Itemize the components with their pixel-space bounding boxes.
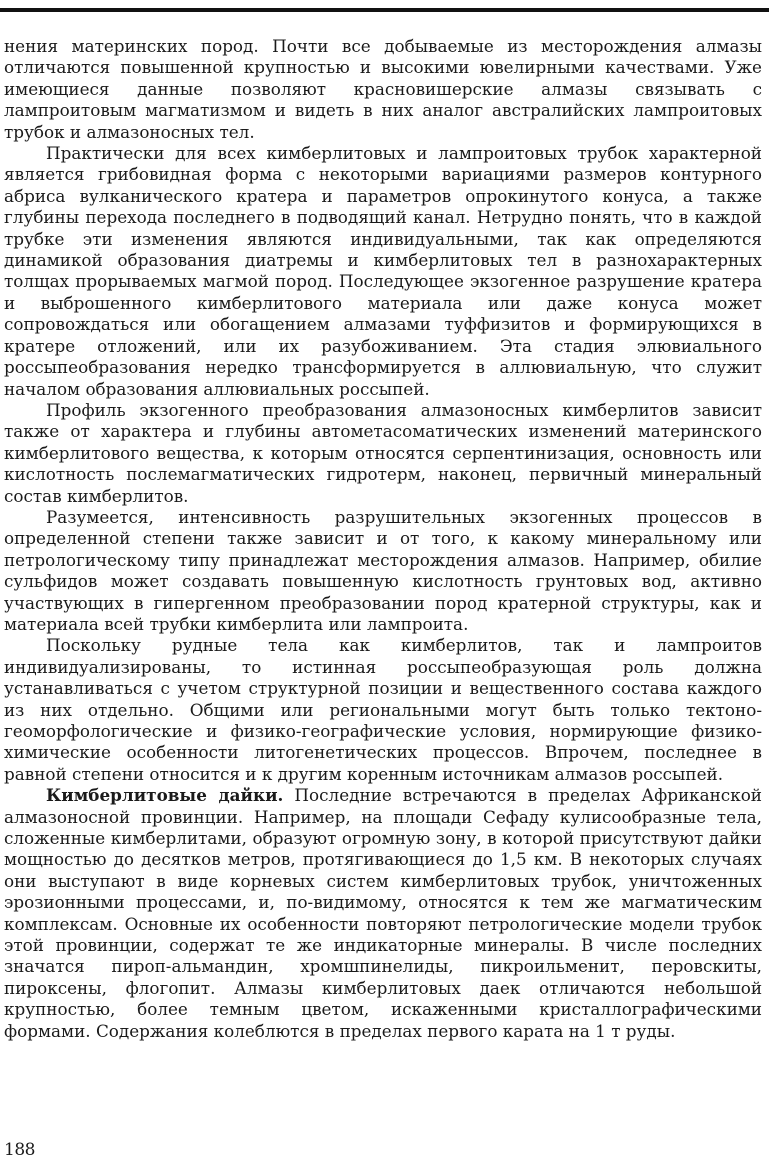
paragraph-pipe-shape: Практически для всех кимберлитовых и лампроитовых трубок характерной является грибовидная форма с некоторыми вариациями размеров контурного абриса вулканического кратера и параметров опрокинутого конуса, а также глубины перехода последнего в подводящий канал. Нетрудно понять, что в каждой трубке эти изменения являются индивидуальными, так как определяются динамикой образования диатремы и кимберлитовых тел в разнохарактерных толщах прорываемых магмой пород. Последующее экзогенное разрушение кратера и выброшенного кимберлитового материала или даже конуса может сопровождаться или обогащением алмазами туффизитов и формирующихся в кратере отложений, или их разубоживанием. Эта стадия элювиального россыпеобразования нередко трансформируется в аллювиальную, что служит началом образования аллювиальных россыпей. [4, 143, 762, 399]
paragraph-kimberlite-dikes [4, 785, 762, 1042]
paragraph-exogenous-profile: Профиль экзогенного преобразования алмазоносных кимберлитов зависит также от характера и глубины автометасоматических изменений материнского кимберлитового вещества, к которым относятся серпентинизация, основность или кислотность послемагматических гидротерм, наконец, первичный минеральный состав кимберлитов. [4, 399, 762, 506]
top-rule [0, 8, 769, 12]
paragraph-continuation: нения материнских пород. Почти все добываемые из месторождения алмазы отличаются повышенной крупностью и высокими ювелирными качествами. Уже имеющиеся данные позволяют красновишерские алмазы связывать с лампроитовым магматизмом и видеть в них аналог австралийских лампроитовых трубок и алмазоносных тел. [4, 36, 762, 142]
page-number: 188 [4, 1140, 35, 1160]
body-text [4, 36, 762, 1042]
section-heading: Кимберлитовые дайки. [46, 785, 284, 806]
paragraph-dikes-text: Последние встречаются в пределах Африканской алмазоносной провинции. Например, на площади Сефаду кулисообразные тела, сложенные кимберлитами, образуют огромную зону, в которой присутствуют дайки мощностью до десятков метров, протягивающиеся до 1,5 км. В некоторых случаях они выступают в виде корневых систем кимберлитовых трубок, уничтоженных эрозионными процессами, и, по-видимому, относятся к тем же магматическим комплексам. Основные их особенности повторяют петрологические модели трубок этой провинции, содержат те же индикаторные минералы. В числе последних значатся пироп-альмандин, хромшпинелиды, пикроильменит, перовскиты, пироксены, флогопит. Алмазы кимберлитовых даек отличаются небольшой крупностью, более темным цветом, искаженными кристаллографическими формами. Содержания колеблются в пределах первого карата на 1 т руды. [4, 785, 762, 1041]
paragraph-ore-bodies: Поскольку рудные тела как кимберлитов, так и лампроитов индивидуализированы, то истинная россыпеобразующая роль должна устанавливаться с учетом структурной позиции и вещественного состава каждого из них отдельно. Общими или региональными могут быть только тектоно-геоморфологические и физико-географические условия, нормирующие физико-химические особенности литогенетических процессов. Впрочем, последнее в равной степени относится и к другим коренным источникам алмазов россыпей. [4, 635, 762, 784]
paragraph-destruction-intensity: Разумеется, интенсивность разрушительных экзогенных процессов в определенной степени также зависит и от того, к какому минеральному или петрологическому типу принадлежат месторождения алмазов. Например, обилие сульфидов может создавать повышенную кислотность грунтовых вод, активно участвующих в гипергенном преобразовании пород кратерной структуры, как и материала всей трубки кимберлита или лампроита. [4, 506, 762, 634]
